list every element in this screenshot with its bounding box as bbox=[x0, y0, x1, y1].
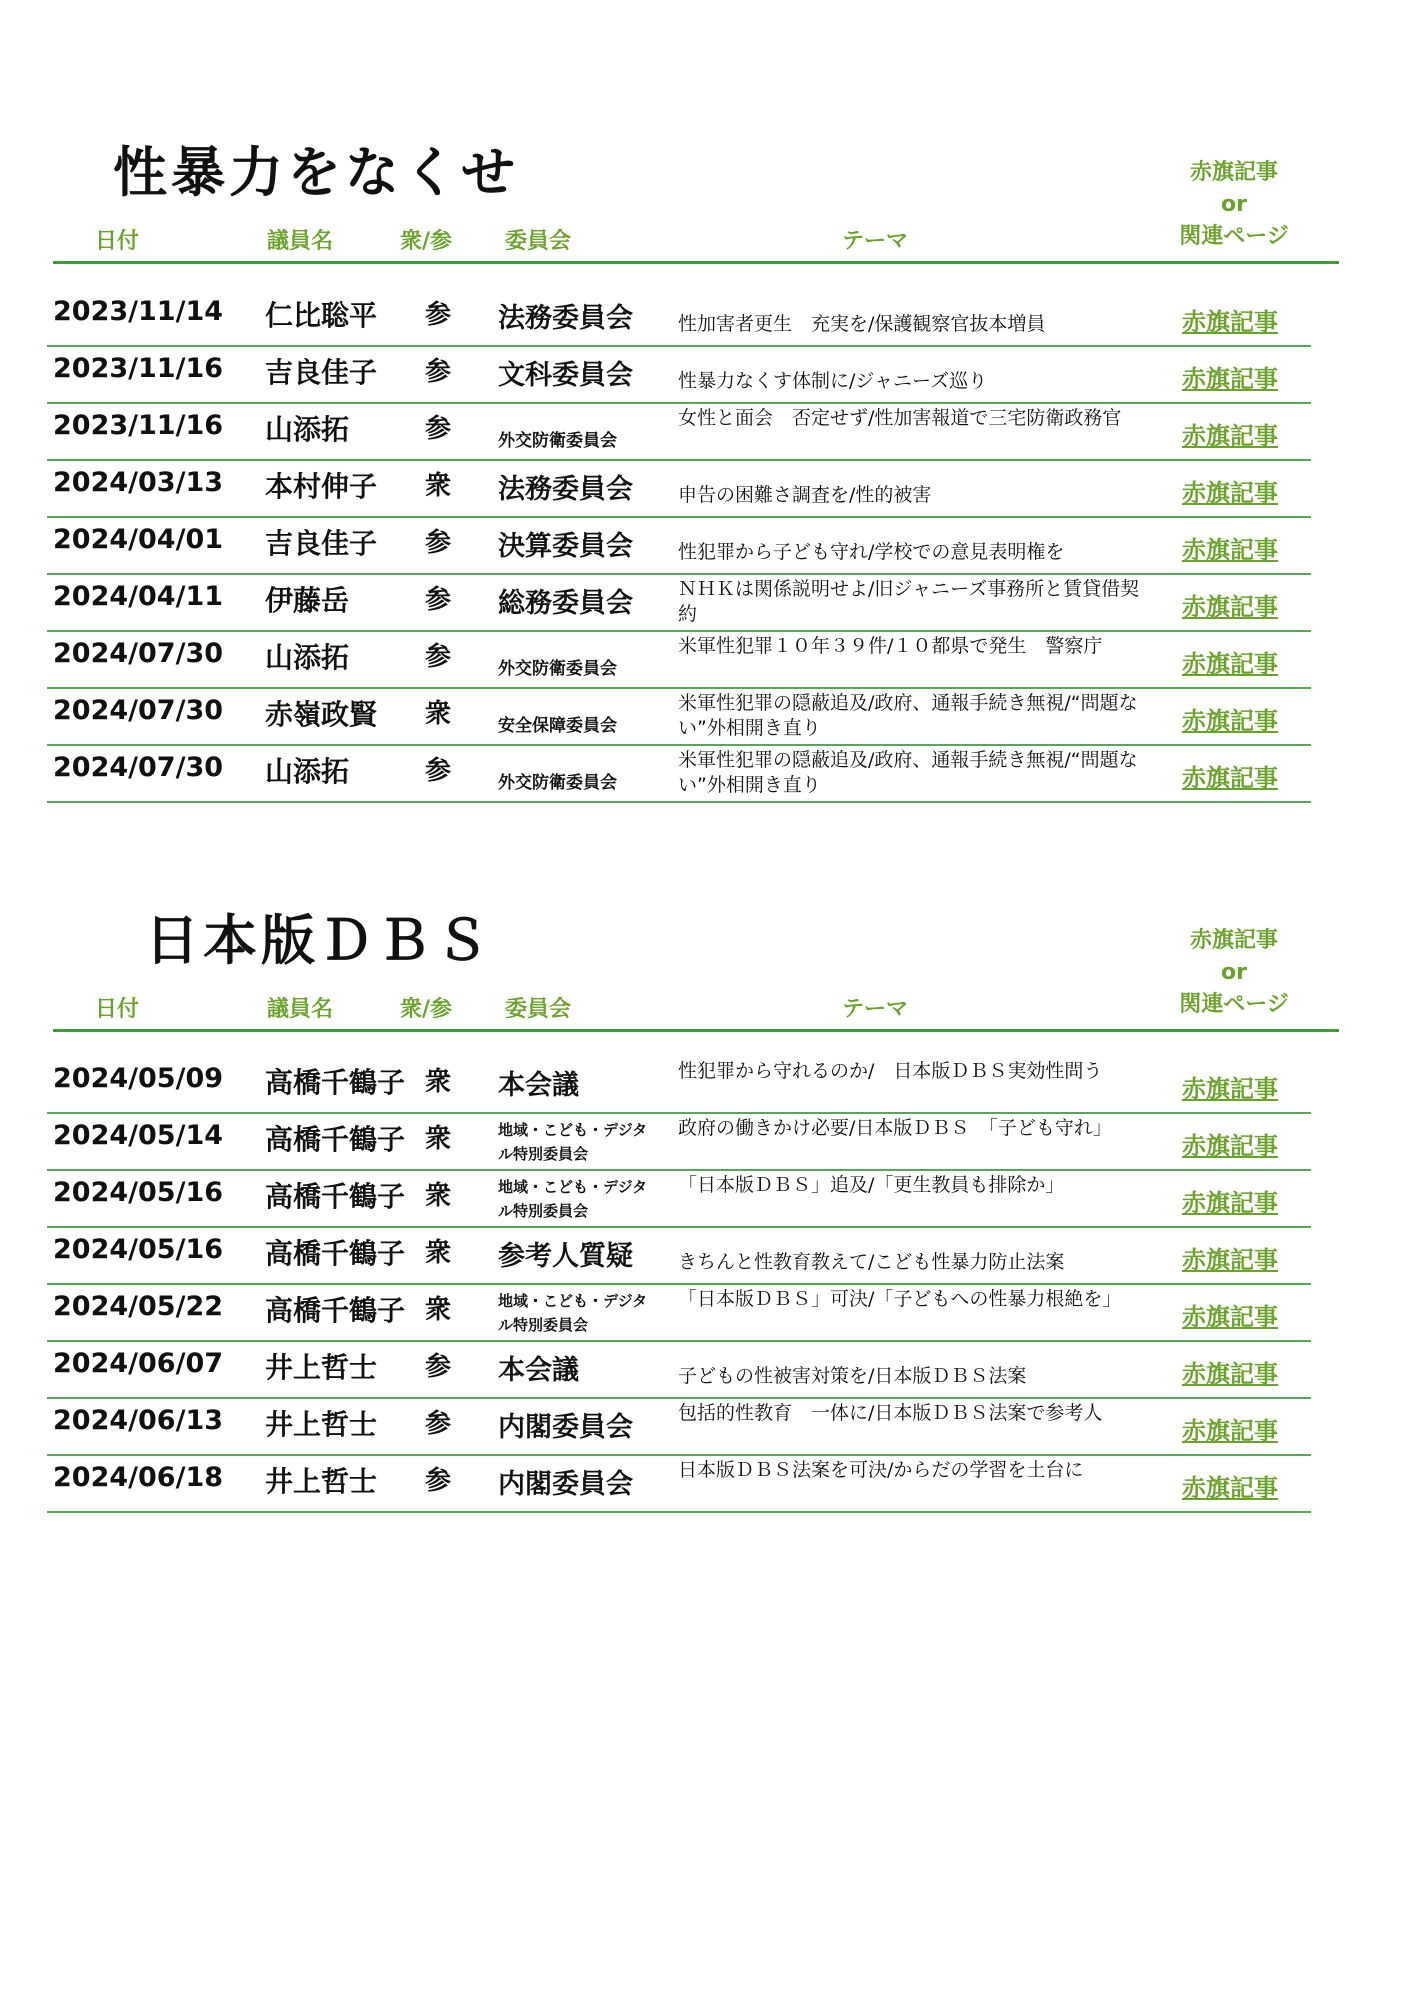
row-committee: 法務委員会 bbox=[498, 303, 633, 334]
row-committee: 地域・こども・デジタル特別委員会 bbox=[498, 1178, 648, 1220]
table-row bbox=[0, 689, 1414, 746]
row-house: 参 bbox=[425, 756, 452, 786]
header-house: 衆/参 bbox=[400, 997, 453, 1022]
row-committee: 安全保障委員会 bbox=[498, 716, 617, 736]
row-committee: 外交防衛委員会 bbox=[498, 659, 617, 679]
row-article-link[interactable]: 赤旗記事 bbox=[1182, 707, 1278, 735]
header-link-line1: 赤旗記事 bbox=[1189, 160, 1278, 185]
row-theme: きちんと性教育教えて/こども性暴力防止法案 bbox=[678, 1251, 1065, 1273]
header-date: 日付 bbox=[95, 997, 140, 1022]
row-theme: 性犯罪から守れるのか/ 日本版ＤＢＳ実効性問う bbox=[678, 1060, 1103, 1082]
row-article-link[interactable]: 赤旗記事 bbox=[1182, 308, 1278, 336]
row-theme: 米軍性犯罪１０年３９件/１０都県で発生 警察庁 bbox=[678, 635, 1103, 657]
row-committee: 総務委員会 bbox=[498, 588, 633, 619]
row-committee: 外交防衛委員会 bbox=[498, 431, 617, 451]
row-committee: 地域・こども・デジタル特別委員会 bbox=[498, 1121, 648, 1163]
row-date: 2023/11/16 bbox=[53, 353, 224, 384]
header-link-line3: 関連ページ bbox=[1179, 992, 1289, 1017]
row-member: 高橋千鶴子 bbox=[265, 1237, 406, 1270]
row-theme: 日本版ＤＢＳ法案を可決/からだの学習を土台に bbox=[678, 1459, 1084, 1481]
row-committee: 文科委員会 bbox=[498, 360, 633, 391]
row-house: 衆 bbox=[425, 1181, 452, 1211]
row-article-link[interactable]: 赤旗記事 bbox=[1182, 1474, 1278, 1502]
row-article-link[interactable]: 赤旗記事 bbox=[1182, 1075, 1278, 1103]
table-row bbox=[0, 575, 1414, 632]
header-rule bbox=[53, 261, 1339, 264]
row-committee: 内閣委員会 bbox=[498, 1469, 633, 1500]
row-member: 山添拓 bbox=[265, 413, 350, 446]
row-date: 2024/06/18 bbox=[53, 1462, 224, 1493]
row-date: 2024/05/09 bbox=[53, 1063, 224, 1094]
section-title: 性暴力をなくせ bbox=[113, 141, 519, 204]
header-member: 議員名 bbox=[267, 997, 334, 1022]
table-row bbox=[0, 746, 1414, 803]
table-row bbox=[0, 1228, 1414, 1285]
row-house: 参 bbox=[425, 642, 452, 672]
row-article-link[interactable]: 赤旗記事 bbox=[1182, 1246, 1278, 1274]
row-member: 井上哲士 bbox=[265, 1351, 378, 1384]
header-member: 議員名 bbox=[267, 229, 334, 254]
row-article-link[interactable]: 赤旗記事 bbox=[1182, 479, 1278, 507]
row-house: 衆 bbox=[425, 699, 452, 729]
row-theme: 申告の困難さ調査を/性的被害 bbox=[678, 484, 932, 506]
row-article-link[interactable]: 赤旗記事 bbox=[1182, 1417, 1278, 1445]
header-rule bbox=[53, 1029, 1339, 1032]
row-article-link[interactable]: 赤旗記事 bbox=[1182, 1189, 1278, 1217]
row-committee: 法務委員会 bbox=[498, 474, 633, 505]
header-link-line2: or bbox=[1221, 960, 1247, 985]
row-date: 2024/05/16 bbox=[53, 1234, 224, 1265]
row-date: 2024/06/13 bbox=[53, 1405, 224, 1436]
section-title: 日本版ＤＢＳ bbox=[145, 909, 493, 972]
row-house: 参 bbox=[425, 357, 452, 387]
row-member: 吉良佳子 bbox=[265, 527, 378, 560]
row-committee: 決算委員会 bbox=[498, 531, 633, 562]
table-row bbox=[0, 1399, 1414, 1456]
row-theme: ＮＨＫは関係説明せよ/旧ジャニーズ事務所と賃貸借契約 bbox=[678, 578, 1140, 625]
row-date: 2024/04/01 bbox=[53, 524, 224, 555]
row-house: 衆 bbox=[425, 1067, 452, 1097]
row-article-link[interactable]: 赤旗記事 bbox=[1182, 536, 1278, 564]
table-row bbox=[0, 404, 1414, 461]
header-link bbox=[1154, 925, 1314, 1021]
row-theme: 米軍性犯罪の隠蔽追及/政府、通報手続き無視/“問題ない”外相開き直り bbox=[678, 692, 1138, 739]
row-date: 2024/06/07 bbox=[53, 1348, 224, 1379]
row-theme: 性加害者更生 充実を/保護観察官抜本増員 bbox=[678, 313, 1046, 335]
row-house: 衆 bbox=[425, 471, 452, 501]
row-house: 参 bbox=[425, 300, 452, 330]
table-row bbox=[0, 1114, 1414, 1171]
row-theme: 「日本版ＤＢＳ」可決/「子どもへの性暴力根絶を」 bbox=[678, 1288, 1122, 1310]
row-date: 2024/03/13 bbox=[53, 467, 224, 498]
row-committee: 地域・こども・デジタル特別委員会 bbox=[498, 1292, 648, 1334]
row-date: 2023/11/14 bbox=[53, 296, 224, 327]
row-member: 本村伸子 bbox=[265, 470, 378, 503]
header-link bbox=[1154, 157, 1314, 253]
table-row bbox=[0, 1057, 1414, 1114]
row-date: 2024/07/30 bbox=[53, 638, 224, 669]
row-theme: 政府の働きかけ必要/日本版ＤＢＳ 「子ども守れ」 bbox=[678, 1117, 1112, 1139]
row-committee: 参考人質疑 bbox=[498, 1241, 633, 1272]
row-theme: 子どもの性被害対策を/日本版ＤＢＳ法案 bbox=[678, 1365, 1027, 1387]
table-row bbox=[0, 1285, 1414, 1342]
row-house: 参 bbox=[425, 1466, 452, 1496]
header-link-line1: 赤旗記事 bbox=[1189, 928, 1278, 953]
row-house: 衆 bbox=[425, 1238, 452, 1268]
row-theme: 米軍性犯罪の隠蔽追及/政府、通報手続き無視/“問題ない”外相開き直り bbox=[678, 749, 1138, 796]
row-member: 井上哲士 bbox=[265, 1408, 378, 1441]
row-divider bbox=[47, 801, 1311, 803]
row-date: 2024/07/30 bbox=[53, 752, 224, 783]
row-date: 2024/04/11 bbox=[53, 581, 224, 612]
table-row bbox=[0, 1342, 1414, 1399]
row-member: 吉良佳子 bbox=[265, 356, 378, 389]
row-member: 高橋千鶴子 bbox=[265, 1180, 406, 1213]
header-house: 衆/参 bbox=[400, 229, 453, 254]
row-member: 伊藤岳 bbox=[265, 584, 350, 617]
header-committee: 委員会 bbox=[505, 229, 572, 254]
table-row bbox=[0, 290, 1414, 347]
row-article-link[interactable]: 赤旗記事 bbox=[1182, 1360, 1278, 1388]
table-row bbox=[0, 461, 1414, 518]
row-theme: 「日本版ＤＢＳ」追及/「更生教員も排除か」 bbox=[678, 1174, 1065, 1196]
row-member: 井上哲士 bbox=[265, 1465, 378, 1498]
row-house: 衆 bbox=[425, 1124, 452, 1154]
row-member: 赤嶺政賢 bbox=[265, 698, 378, 731]
row-article-link[interactable]: 赤旗記事 bbox=[1182, 1132, 1278, 1160]
row-divider bbox=[47, 1511, 1311, 1513]
table-row bbox=[0, 1171, 1414, 1228]
row-committee: 外交防衛委員会 bbox=[498, 773, 617, 793]
header-committee: 委員会 bbox=[505, 997, 572, 1022]
row-date: 2024/05/22 bbox=[53, 1291, 224, 1322]
row-theme: 女性と面会 否定せず/性加害報道で三宅防衛政務官 bbox=[678, 407, 1122, 429]
row-date: 2024/07/30 bbox=[53, 695, 224, 726]
row-member: 山添拓 bbox=[265, 755, 350, 788]
row-house: 参 bbox=[425, 528, 452, 558]
header-theme: テーマ bbox=[842, 997, 909, 1022]
row-date: 2024/05/14 bbox=[53, 1120, 224, 1151]
row-article-link[interactable]: 赤旗記事 bbox=[1182, 764, 1278, 792]
row-house: 参 bbox=[425, 414, 452, 444]
header-date: 日付 bbox=[95, 229, 140, 254]
row-house: 参 bbox=[425, 1409, 452, 1439]
header-link-line3: 関連ページ bbox=[1179, 224, 1289, 249]
row-article-link[interactable]: 赤旗記事 bbox=[1182, 1303, 1278, 1331]
row-house: 参 bbox=[425, 1352, 452, 1382]
row-article-link[interactable]: 赤旗記事 bbox=[1182, 593, 1278, 621]
row-theme: 包括的性教育 一体に/日本版ＤＢＳ法案で参考人 bbox=[678, 1402, 1103, 1424]
row-theme: 性暴力なくす体制に/ジャニーズ巡り bbox=[678, 370, 988, 392]
row-member: 仁比聡平 bbox=[265, 299, 378, 332]
row-house: 衆 bbox=[425, 1295, 452, 1325]
row-article-link[interactable]: 赤旗記事 bbox=[1182, 650, 1278, 678]
row-member: 高橋千鶴子 bbox=[265, 1066, 406, 1099]
table-row bbox=[0, 1456, 1414, 1513]
row-committee: 本会議 bbox=[498, 1070, 579, 1101]
row-theme: 性犯罪から子ども守れ/学校での意見表明権を bbox=[678, 541, 1065, 563]
row-article-link[interactable]: 赤旗記事 bbox=[1182, 365, 1278, 393]
row-article-link[interactable]: 赤旗記事 bbox=[1182, 422, 1278, 450]
row-date: 2024/05/16 bbox=[53, 1177, 224, 1208]
row-member: 高橋千鶴子 bbox=[265, 1294, 406, 1327]
row-committee: 内閣委員会 bbox=[498, 1412, 633, 1443]
table-row bbox=[0, 518, 1414, 575]
row-committee: 本会議 bbox=[498, 1355, 579, 1386]
header-theme: テーマ bbox=[842, 229, 909, 254]
table-row bbox=[0, 347, 1414, 404]
row-house: 参 bbox=[425, 585, 452, 615]
row-date: 2023/11/16 bbox=[53, 410, 224, 441]
header-link-line2: or bbox=[1221, 192, 1247, 217]
row-member: 高橋千鶴子 bbox=[265, 1123, 406, 1156]
row-member: 山添拓 bbox=[265, 641, 350, 674]
table-row bbox=[0, 632, 1414, 689]
